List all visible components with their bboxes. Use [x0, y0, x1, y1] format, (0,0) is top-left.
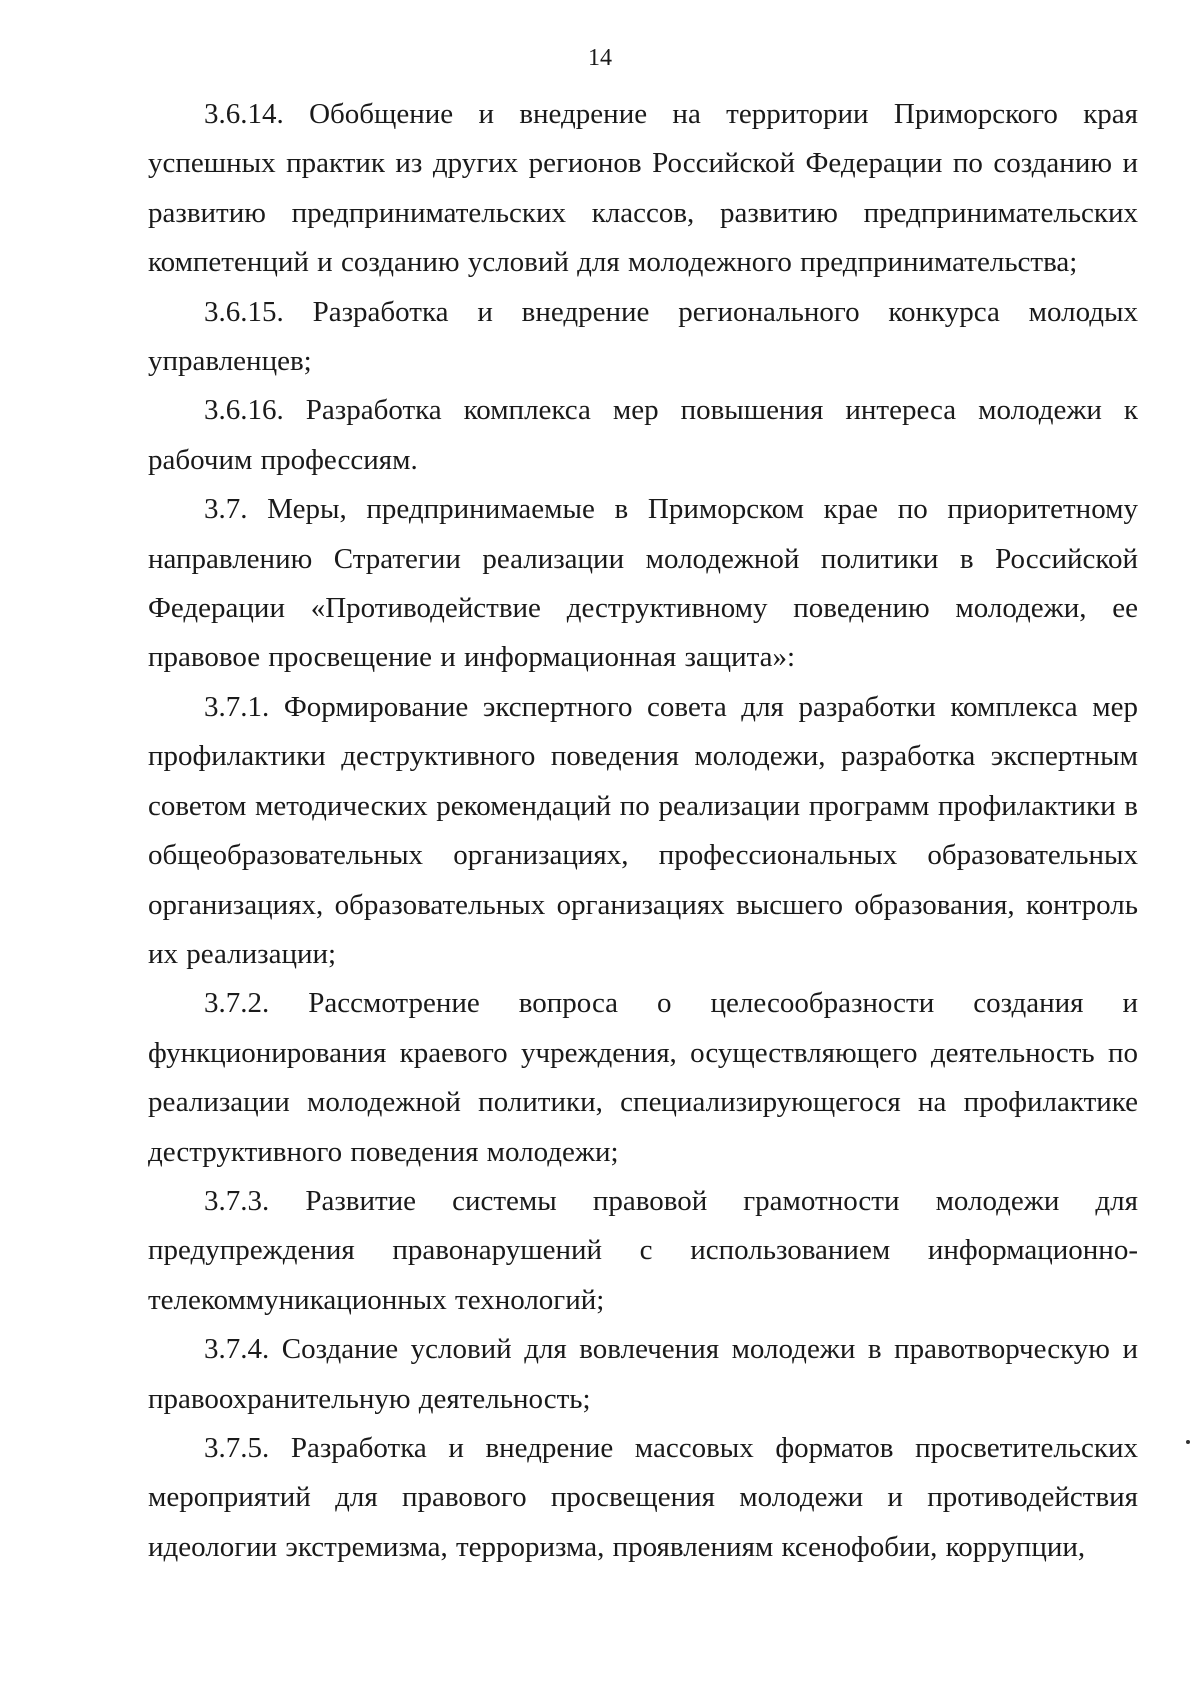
page-number: 14	[588, 45, 612, 71]
paragraph-3-7-2: 3.7.2. Рассмотрение вопроса о целесообразности создания и функционирования краевого учреждения, осуществляющего деятельность по реализации молодежной политики, специализирующегося на профилактике деструктивного поведения молодежи;	[148, 987, 1138, 1168]
paragraph-3-7-3: 3.7.3. Развитие системы правовой грамотности молодежи для предупреждения правонарушений с использованием информационно-телекоммуникационных технологий;	[148, 1184, 1138, 1316]
paragraph-3-7: 3.7. Меры, предпринимаемые в Приморском крае по приоритетному направлению Стратегии реализации молодежной политики в Российской Федерации «Противодействие деструктивному поведению молодежи, ее правовое просвещение и информационная защита»:	[148, 493, 1138, 674]
scan-speck	[1186, 1440, 1190, 1444]
paragraph-3-7-5: 3.7.5. Разработка и внедрение массовых форматов просветительских мероприятий для правового просвещения молодежи и противодействия идеологии экстремизма, терроризма, проявлениям ксенофобии, коррупции,	[148, 1431, 1138, 1563]
document-body	[148, 90, 1138, 1572]
paragraph-3-7-4: 3.7.4. Создание условий для вовлечения молодежи в правотворческую и правоохранительную деятельность;	[148, 1333, 1138, 1415]
paragraph-3-6-16: 3.6.16. Разработка комплекса мер повышения интереса молодежи к рабочим профессиям.	[148, 394, 1138, 476]
paragraph-3-7-1: 3.7.1. Формирование экспертного совета для разработки комплекса мер профилактики деструктивного поведения молодежи, разработка экспертным советом методических рекомендаций по реализации программ профилактики в общеобразовательных организациях, профессиональных образовательных организациях, образовательных организациях высшего образования, контроль их реализации;	[148, 690, 1138, 970]
paragraph-3-6-14: 3.6.14. Обобщение и внедрение на территории Приморского края успешных практик из других регионов Российской Федерации по созданию и развитию предпринимательских классов, развитию предпринимательских компетенций и созданию условий для молодежного предпринимательства;	[148, 98, 1138, 279]
paragraph-3-6-15: 3.6.15. Разработка и внедрение регионального конкурса молодых управленцев;	[148, 295, 1138, 378]
